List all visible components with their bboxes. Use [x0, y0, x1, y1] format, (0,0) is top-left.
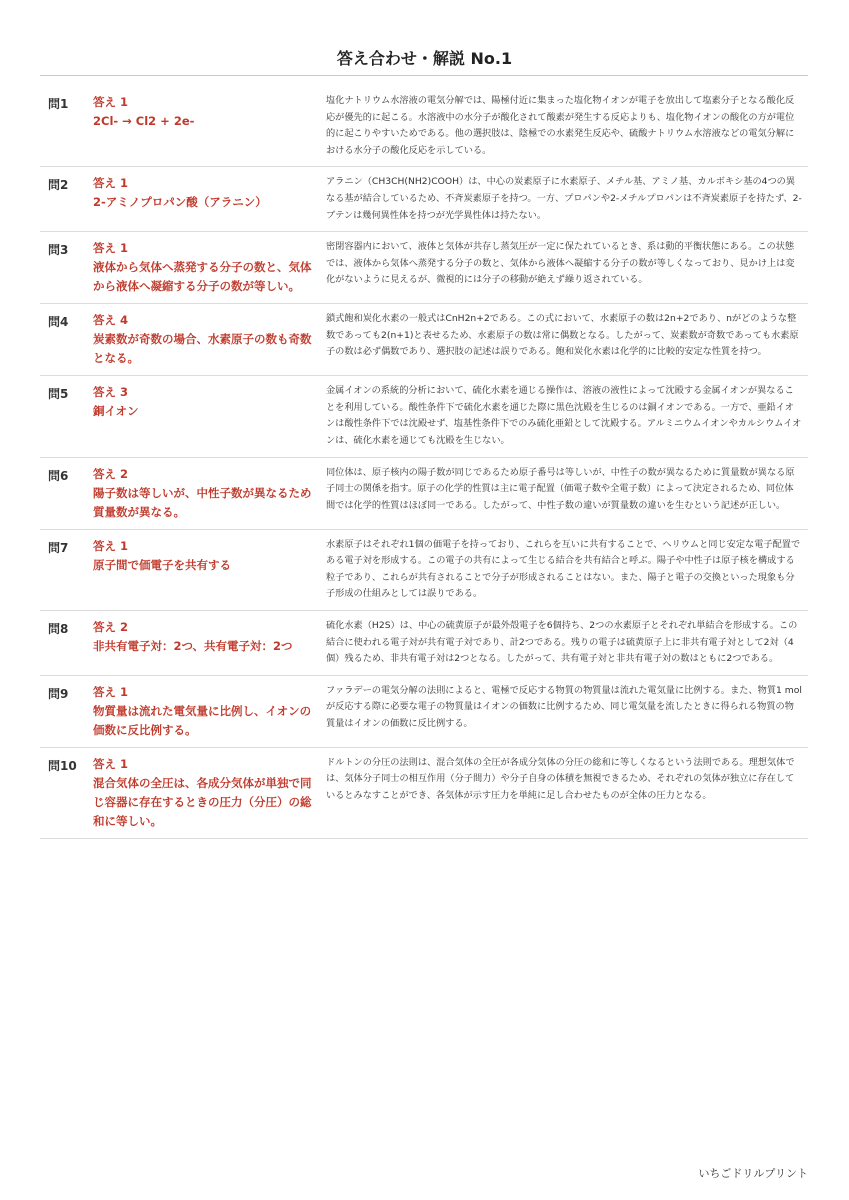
- answer-label: 答え 4: [93, 313, 129, 328]
- question-number: 問7: [48, 540, 69, 555]
- answer-label: 答え 1: [93, 95, 129, 109]
- answer-list: [40, 86, 808, 839]
- answer-label: 答え 1: [93, 538, 129, 553]
- answer-text: 炭素数が奇数の場合、水素原子の数も奇数となる。: [93, 332, 312, 366]
- answer-text: 2-アミノプロパン酸（アラニン）: [93, 195, 267, 210]
- explanation-text: 塩化ナトリウム水溶液の電気分解では、陽極付近に集まった塩化物イオンが電子を放出して塩素分子となる酸化反応が優先的に起こる。水溶液中の水分子が酸化されて酸素が発生する反応よりも、塩化物イオンの酸化の方が電位的に起こりやすいためである。他の選択肢は、陰極での水素発生反応や、硫酸ナトリウム水溶液などの電気分解における水分子の酸化反応を示している。: [326, 95, 795, 156]
- answer-label: 答え 2: [93, 466, 129, 481]
- answer-label: 答え 1: [93, 756, 129, 771]
- answer-row: [40, 611, 808, 676]
- answer-text: 原子間で価電子を共有する: [93, 557, 231, 572]
- footer-brand: いちごドリルプリント: [698, 1167, 808, 1180]
- answer-text: 非共有電子対：2つ、共有電子対：2つ: [93, 638, 293, 653]
- answer-block: [93, 618, 318, 668]
- answer-text: 陽子数は等しいが、中性子数が異なるため質量数が異なる。: [93, 485, 312, 519]
- answer-text: 物質量は流れた電気量に比例し、イオンの価数に反比例する。: [93, 703, 312, 737]
- answer-row: [40, 676, 808, 748]
- answer-label: 答え 1: [93, 241, 129, 256]
- answer-block: [93, 537, 318, 603]
- answer-block: [93, 93, 318, 159]
- title-divider: [40, 75, 808, 76]
- answer-label: 答え 2: [93, 619, 129, 634]
- answer-row: [40, 304, 808, 376]
- answer-row: [40, 458, 808, 530]
- answer-row: [40, 86, 808, 167]
- question-number: 問10: [48, 758, 77, 773]
- answer-label: 答え 1: [93, 176, 129, 191]
- answer-block: [93, 174, 318, 224]
- question-number: 問4: [48, 315, 69, 330]
- answer-label: 答え 3: [93, 385, 129, 400]
- explanation-text: 金属イオンの系統的分析において、硫化水素を通じる操作は、溶液の液性によって沈殿する金属イオンが異なることを利用している。酸性条件下で硫化水素を通じた際に黒色沈殿を生じるのは銅イオンである。一方で、亜鉛イオンは酸性条件下では沈殿せず、塩基性条件下でのみ硫化亜鉛として沈殿する。アルミニウムイオンやカルシウムイオンは、硫化水素を通じても沈殿を生じない。: [326, 385, 802, 446]
- answer-label: 答え 1: [93, 684, 129, 699]
- explanation-text: 鎖式飽和炭化水素の一般式はCnH2n+2である。この式において、水素原子の数は2n+2であり、nがどのような整数であっても2(n+1)と表せるため、水素原子の数は常に偶数となる。したがって、炭素数が奇数であっても水素原子の数は必ず偶数であり、選択肢の記述は誤りである。飽和炭化水素は化学的に比較的安定な性質を持つ。: [326, 313, 799, 358]
- explanation-text: 水素原子はそれぞれ1個の価電子を持っており、これらを互いに共有することで、ヘリウムと同じ安定な電子配置である電子対を形成する。この電子の共有によって生じる結合を共有結合と呼ぶ。陽子や中性子は原子核を構成する粒子であり、これらが共有されることで分子が形成されることはない。また、陽子と電子の交換といった現象も分子形成の仕組みとしては誤りである。: [326, 538, 801, 600]
- answer-row: [40, 167, 808, 232]
- question-number: 問5: [48, 387, 69, 402]
- answer-row: [40, 530, 808, 611]
- answer-text: 銅イオン: [93, 404, 139, 419]
- question-number: 問9: [48, 686, 69, 701]
- question-number: 問3: [48, 243, 69, 258]
- explanation-text: 硫化水素（H2S）は、中心の硫黄原子が最外殻電子を6個持ち、2つの水素原子とそれぞれ単結合を形成する。この結合に使われる電子対が共有電子対であり、計2つである。残りの電子は硫黄原子上に非共有電子対として2対（4個）残るため、非共有電子対は2つとなる。したがって、共有電子対と非共有電子対の数はともに2つである。: [326, 619, 798, 665]
- answer-text: 2Cl- → Cl2 + 2e-: [93, 114, 195, 128]
- explanation-text: 同位体は、原子核内の陽子数が同じであるため原子番号は等しいが、中性子の数が異なるために質量数が異なる原子同士の関係を指す。原子の化学的性質は主に電子配置（価電子数や全電子数）によって決定されるため、同位体間では化学的性質はほぼ同一である。したがって、中性子数の違いが質量数の違いを生むという記述が正しい。: [326, 466, 795, 511]
- answer-block: [93, 755, 318, 831]
- question-number: 問8: [48, 621, 69, 636]
- page-title: 答え合わせ・解説 No.1: [336, 49, 513, 68]
- answer-row: [40, 748, 808, 839]
- explanation-text: 密閉容器内において、液体と気体が共存し蒸気圧が一定に保たれているとき、系は動的平衡状態にある。この状態では、液体から気体へ蒸発する分子の数と、気体から液体へ凝縮する分子の数が等しくなっており、見かけ上は変化がないように見えるが、微視的には分子の移動が絶えず繰り返されている。: [326, 241, 795, 286]
- answer-row: [40, 376, 808, 457]
- explanation-text: ファラデーの電気分解の法則によると、電極で反応する物質の物質量は流れた電気量に比例する。また、物質1 molが反応する際に必要な電子の物質量はイオンの価数に比例するため、同じ電気量を流したときに得られる物質の物質量はイオンの価数に反比例する。: [326, 684, 802, 729]
- explanation-text: ドルトンの分圧の法則は、混合気体の全圧が各成分気体の分圧の総和に等しくなるという法則である。理想気体では、気体分子同士の相互作用（分子間力）や分子自身の体積を無視できるため、それぞれの気体が独立に存在しているとみなすことができ、各気体が示す圧力を単純に足し合わせたものが全体の圧力となる。: [326, 756, 795, 801]
- answer-text: 液体から気体へ蒸発する分子の数と、気体から液体へ凝縮する分子の数が等しい。: [93, 260, 312, 294]
- answer-text: 混合気体の全圧は、各成分気体が単独で同じ容器に存在するときの圧力（分圧）の総和に等しい。: [93, 775, 312, 828]
- answer-row: [40, 232, 808, 304]
- explanation-text: アラニン（CH3CH(NH2)COOH）は、中心の炭素原子に水素原子、メチル基、アミノ基、カルボキシ基の4つの異なる基が結合しているため、不斉炭素原子を持つ。一方、プロパンや2-メチルプロパンは不斉炭素原子を持たず、2-ブテンは幾何異性体を持つが光学異性体は持たない。: [326, 176, 802, 221]
- answer-block: [93, 311, 318, 368]
- question-number: 問1: [48, 97, 69, 111]
- question-number: 問6: [48, 468, 69, 483]
- answer-block: [93, 465, 318, 522]
- answer-block: [93, 239, 318, 296]
- question-number: 問2: [48, 178, 69, 193]
- answer-block: [93, 383, 318, 449]
- answer-block: [93, 683, 318, 740]
